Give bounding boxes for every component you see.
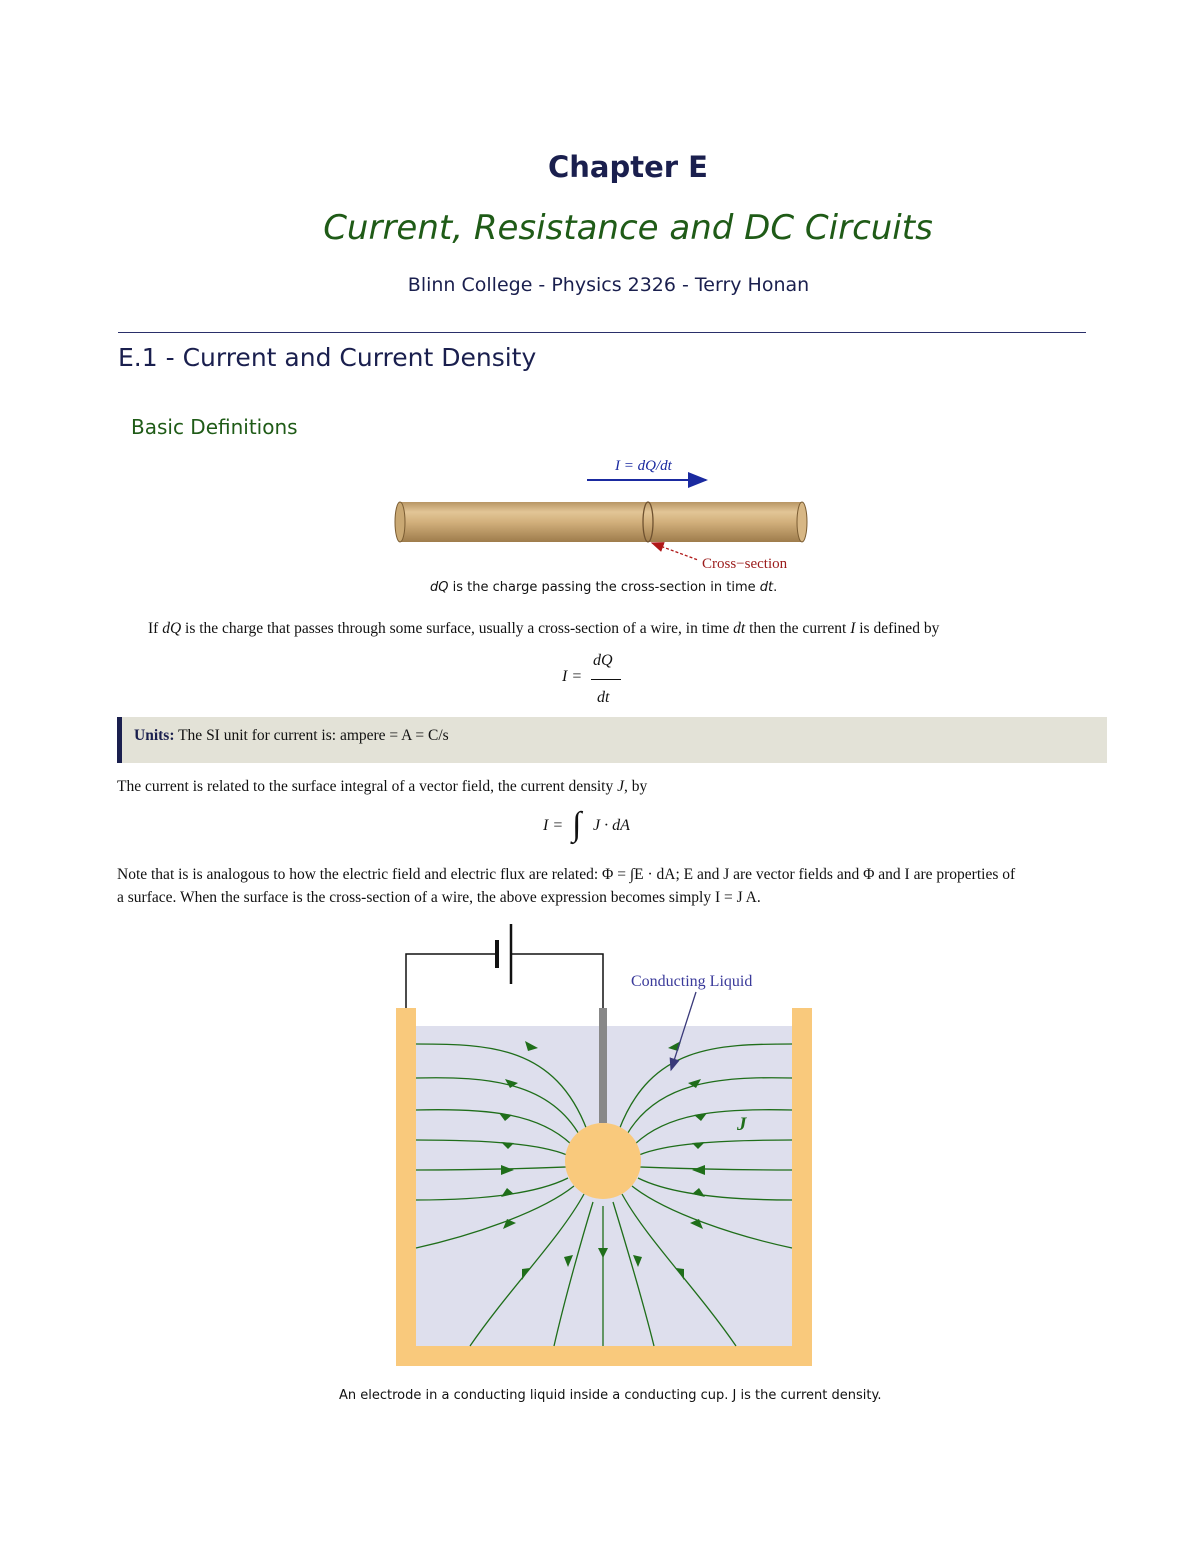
current-arrow-label: I = dQ/dt: [615, 458, 672, 474]
electrode-rod: [599, 1008, 607, 1123]
integral-sign: ∫: [572, 806, 582, 843]
para2-var-j: J: [617, 778, 624, 795]
electrode-figure: [390, 918, 820, 1378]
eq1-fraction-bar: [591, 679, 621, 680]
wire-right: [512, 954, 603, 1008]
caption-dt: dt: [759, 580, 774, 595]
wire-right-end: [797, 502, 807, 542]
cross-section-pointer: [652, 543, 698, 560]
caption-end: .: [773, 580, 778, 595]
j-vector-label: J: [737, 1114, 747, 1135]
units-callout: [117, 717, 1107, 763]
para2-text-b: , by: [623, 778, 648, 795]
units-label: Units:: [134, 727, 175, 744]
current-density-paragraph: [117, 775, 647, 798]
header-divider: [118, 332, 1086, 333]
eq1-numerator: dQ: [593, 652, 613, 669]
para1-var-i: I: [850, 620, 856, 637]
para1-text-c: then the current: [745, 620, 851, 637]
analogy-paragraph-line1: Note that is is analogous to how the electric field and electric flux are related: Φ = ∫E · dA; E and J are vector fields and Φ and I are properties of: [117, 866, 1016, 883]
cross-section-label: Cross−section: [702, 556, 788, 572]
cup-bottom: [396, 1346, 812, 1366]
eq1-denominator: dt: [597, 689, 610, 706]
units-text: The SI unit for current is: ampere = A = C/s: [178, 727, 449, 744]
para1-text-d: is defined by: [855, 620, 940, 637]
eq2-lhs: I =: [543, 817, 564, 834]
figure1-caption: [430, 580, 777, 595]
caption-text: is the charge passing the cross-section in time: [448, 580, 760, 595]
section-heading: E.1 - Current and Current Density: [118, 343, 537, 372]
cup-right-wall: [792, 1008, 812, 1366]
caption-dq: dQ: [430, 580, 449, 595]
para1-var-dq: dQ: [162, 620, 182, 637]
cup-left-wall: [396, 1008, 416, 1366]
para1-text-a: If: [148, 620, 163, 637]
para1-var-dt: dt: [733, 620, 746, 637]
definition-paragraph: [148, 617, 939, 640]
wire-left: [406, 954, 496, 1008]
analogy-paragraph-line2: a surface. When the surface is the cross-section of a wire, the above expression becomes simply I = J A.: [117, 889, 761, 906]
chapter-title: Current, Resistance and DC Circuits: [323, 208, 933, 248]
figure2-caption: An electrode in a conducting liquid inside a conducting cup. J is the current density.: [339, 1388, 882, 1403]
subsection-heading: Basic Definitions: [131, 415, 298, 439]
wire-figure: [380, 450, 820, 580]
chapter-label: Chapter E: [548, 150, 708, 184]
wire-body: [400, 502, 802, 542]
eq2-integrand: J · dA: [593, 817, 630, 834]
wire-left-end: [395, 502, 405, 542]
electrode-sphere: [565, 1123, 641, 1199]
para1-text-b: is the charge that passes through some surface, usually a cross-section of a wire, in time: [181, 620, 734, 637]
para2-text-a: The current is related to the surface integral of a vector field, the current density: [117, 778, 618, 795]
conducting-liquid-label: Conducting Liquid: [631, 973, 753, 990]
byline: Blinn College - Physics 2326 - Terry Honan: [407, 274, 810, 296]
eq1-lhs: I =: [562, 668, 583, 685]
